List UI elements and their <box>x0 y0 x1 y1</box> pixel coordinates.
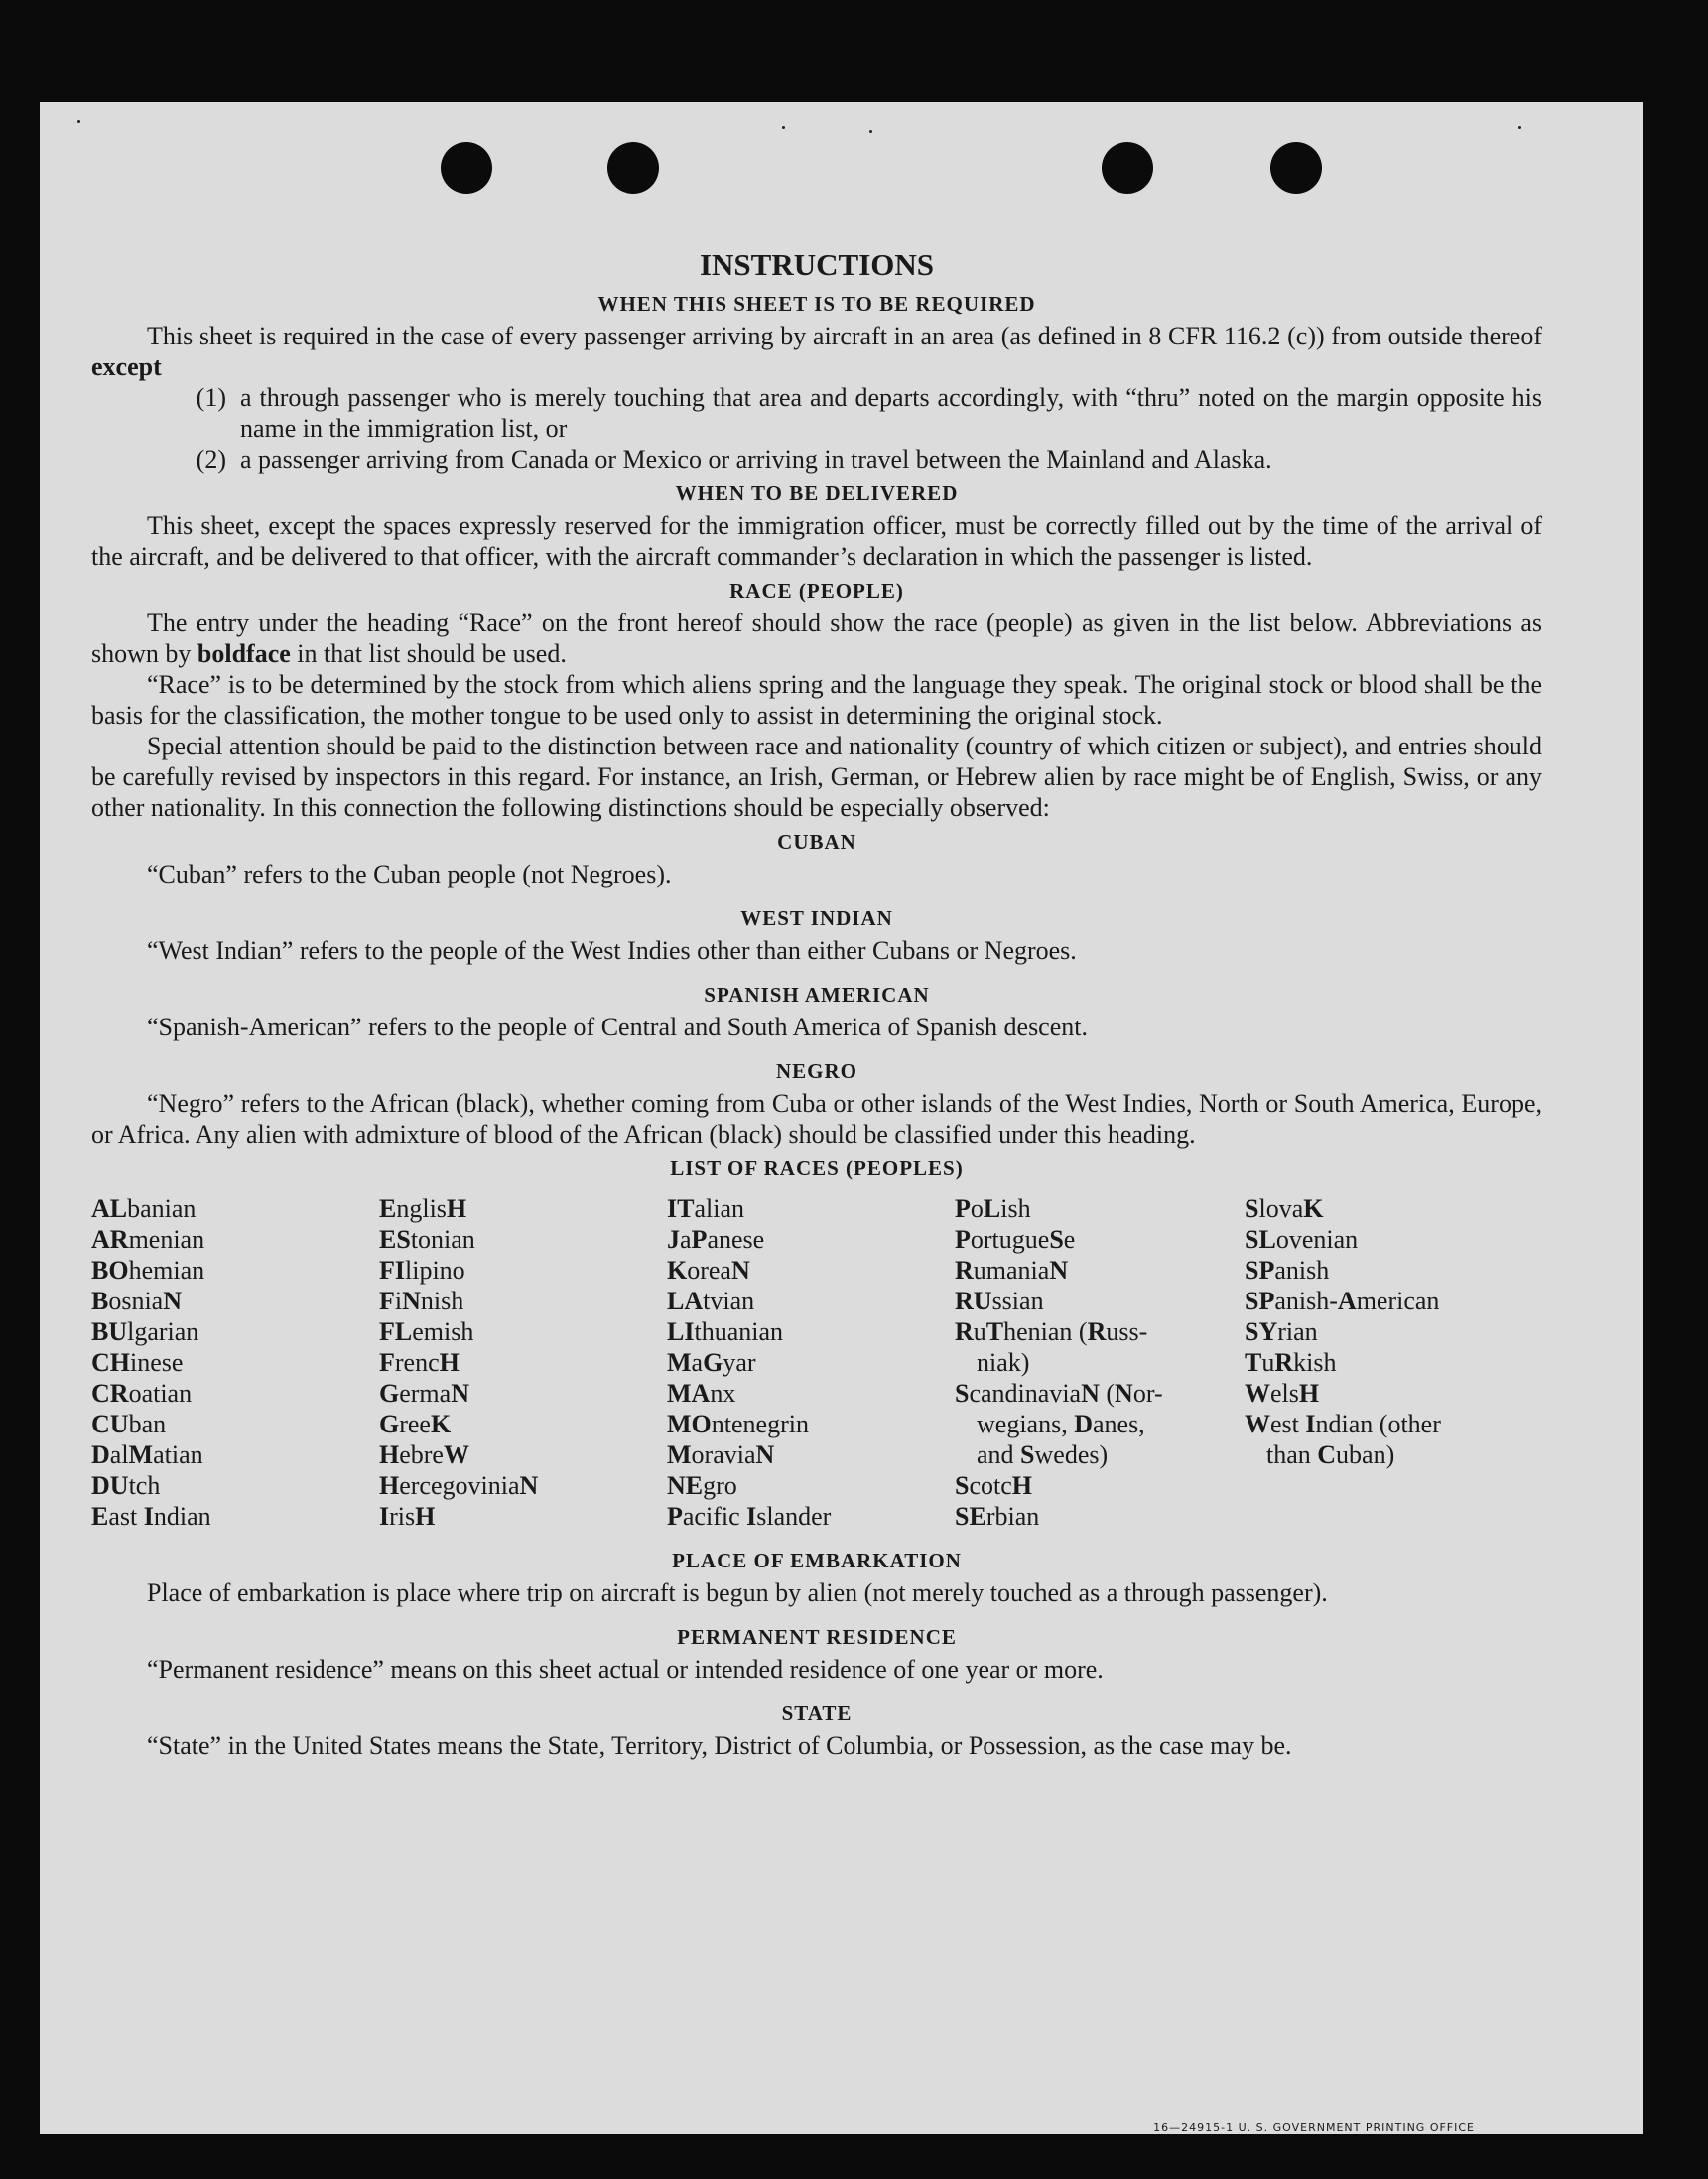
race-paragraph-1: The entry under the heading “Race” on the front hereof should show the race (people) as given in the list below. Abbreviations as shown by boldface in that list should be used. <box>91 609 1542 668</box>
race-entry: NEgro <box>667 1471 737 1500</box>
section-heading-delivered: WHEN TO BE DELIVERED <box>675 481 959 505</box>
race-entry: and Swedes) <box>977 1440 1109 1469</box>
cuban-text: “Cuban” refers to the Cuban people (not Negroes). <box>147 860 672 888</box>
section-heading-residence: PERMANENT RESIDENCE <box>677 1625 957 1649</box>
state-text: “State” in the United States means the State, Territory, District of Columbia, or Possession, as the case may be. <box>147 1731 1292 1760</box>
races-list <box>91 1193 1542 1532</box>
race-entry: HebreW <box>379 1440 469 1469</box>
race-paragraph-2: “Race” is to be determined by the stock from which aliens spring and the language they speak. The original stock or blood shall be the basis for the classification, the mother tongue to be used only to assist in determining the original stock. <box>91 670 1542 730</box>
printer-footer: 16—24915-1 U. S. GOVERNMENT PRINTING OFFICE <box>1153 2121 1475 2134</box>
race-entry: EnglisH <box>379 1194 467 1223</box>
race-entry: RuThenian (Russ- <box>955 1317 1148 1346</box>
speck <box>782 126 785 129</box>
race-entry: ARmenian <box>91 1225 205 1254</box>
section-heading-list-of-races: LIST OF RACES (PEOPLES) <box>670 1157 964 1180</box>
race-entry: SLovenian <box>1245 1225 1359 1254</box>
race-entry: DalMatian <box>91 1440 203 1469</box>
race-entry: wegians, Danes, <box>977 1410 1145 1438</box>
race-entry: CRoatian <box>91 1379 193 1408</box>
race-entry: MAnx <box>667 1379 736 1408</box>
race-entry: MoraviaN <box>667 1440 775 1469</box>
section-heading-west-indian: WEST INDIAN <box>740 906 893 930</box>
document-sheet <box>40 102 1643 2134</box>
race-entry: SYrian <box>1245 1317 1318 1346</box>
punch-hole <box>607 142 659 194</box>
race-paragraph-3: Special attention should be paid to the distinction between race and nationality (country of which citizen or subject), and entries should be carefully revised by inspectors in this regard. For instance, an Irish, German, or Hebrew alien by race might be of English, Swiss, or any other nationality. In this connection the following distinctions should be especially observed: <box>91 732 1542 822</box>
races-column <box>91 1193 379 1532</box>
residence-text: “Permanent residence” means on this sheet actual or intended residence of one year or more. <box>147 1655 1104 1684</box>
race-entry: DUtch <box>91 1471 161 1500</box>
race-entry: FIlipino <box>379 1256 465 1285</box>
race-entry: ScotcH <box>955 1471 1033 1500</box>
race-entry: IrisH <box>379 1502 436 1531</box>
race-entry: KoreaN <box>667 1256 750 1285</box>
race-entry: SPanish <box>1245 1256 1330 1285</box>
race-entry: CHinese <box>91 1348 184 1377</box>
race-entry: SErbian <box>955 1502 1040 1531</box>
race-entry: JaPanese <box>667 1225 765 1254</box>
races-column <box>379 1193 667 1532</box>
page-title: INSTRUCTIONS <box>699 247 934 282</box>
negro-text: “Negro” refers to the African (black), whether coming from Cuba or other islands of the West Indies, North or South America, Europe, or Africa. Any alien with admixture of blood of the African (black) should be classified under this heading. <box>91 1089 1542 1149</box>
section-heading-embarkation: PLACE OF EMBARKATION <box>672 1549 962 1572</box>
race-entry: MOntenegrin <box>667 1410 809 1438</box>
race-entry: GreeK <box>379 1410 452 1438</box>
race-entry: LAtvian <box>667 1287 755 1315</box>
race-entry: CUban <box>91 1410 167 1438</box>
race-entry: ALbanian <box>91 1194 197 1223</box>
race-entry: RumaniaN <box>955 1256 1069 1285</box>
list-item: (1) a through passenger who is merely touching that area and departs accordingly, with “thru” noted on the margin opposite his name in the immigration list, or <box>196 383 1542 443</box>
punch-hole <box>1270 142 1322 194</box>
race-entry: ITalian <box>667 1194 744 1223</box>
list-item: (2) a passenger arriving from Canada or Mexico or arriving in travel between the Mainland and Alaska. <box>196 445 1272 474</box>
race-entry: MaGyar <box>667 1348 756 1377</box>
instructions-content <box>91 247 1542 1761</box>
race-entry: BUlgarian <box>91 1317 199 1346</box>
races-column <box>1245 1193 1542 1532</box>
west-indian-text: “West Indian” refers to the people of the West Indies other than either Cubans or Negroes. <box>147 936 1077 965</box>
race-entry: ScandinaviaN (Nor- <box>955 1379 1163 1408</box>
race-entry: HercegoviniaN <box>379 1471 539 1500</box>
race-entry: GermaN <box>379 1379 469 1408</box>
race-entry: BosniaN <box>91 1287 183 1315</box>
section-heading-spanish-american: SPANISH AMERICAN <box>704 983 930 1007</box>
race-entry: SPanish-American <box>1245 1287 1440 1315</box>
section-heading-race: RACE (PEOPLE) <box>729 579 904 603</box>
section-heading-required: WHEN THIS SHEET IS TO BE REQUIRED <box>597 292 1036 316</box>
race-entry: Pacific Islander <box>667 1502 832 1531</box>
speck <box>77 120 80 123</box>
race-entry: WelsH <box>1245 1379 1320 1408</box>
race-entry: SlovaK <box>1245 1194 1324 1223</box>
required-intro: This sheet is required in the case of every passenger arriving by aircraft in an area (as defined in 8 CFR 116.2 (c)) from outside thereof except <box>91 322 1542 381</box>
race-entry: FrencH <box>379 1348 460 1377</box>
race-entry: TuRkish <box>1245 1348 1337 1377</box>
punch-hole <box>441 142 492 194</box>
race-entry: PortugueSe <box>955 1225 1076 1254</box>
section-heading-cuban: CUBAN <box>777 830 856 854</box>
race-entry: FLemish <box>379 1317 474 1346</box>
race-entry: East Indian <box>91 1502 211 1531</box>
races-column <box>955 1193 1245 1532</box>
embarkation-text: Place of embarkation is place where trip on aircraft is begun by alien (not merely touched as a through passenger). <box>147 1578 1328 1607</box>
race-entry: niak) <box>977 1348 1030 1377</box>
section-heading-state: STATE <box>781 1702 853 1725</box>
race-entry: FiNnish <box>379 1287 464 1315</box>
speck <box>1518 126 1521 129</box>
spanish-american-text: “Spanish-American” refers to the people of Central and South America of Spanish descent. <box>147 1013 1088 1041</box>
race-entry: RUssian <box>955 1287 1044 1315</box>
race-entry: PoLish <box>955 1194 1031 1223</box>
races-column <box>667 1193 955 1532</box>
race-entry: than Cuban) <box>1266 1440 1395 1469</box>
race-entry: West Indian (other <box>1245 1410 1441 1438</box>
section-heading-negro: NEGRO <box>775 1059 857 1083</box>
race-entry: LIthuanian <box>667 1317 783 1346</box>
delivered-text: This sheet, except the spaces expressly reserved for the immigration officer, must be correctly filled out by the time of the arrival of the aircraft, and be delivered to that officer, with the aircraft commander’s declaration in which the passenger is listed. <box>91 511 1542 571</box>
race-entry: EStonian <box>379 1225 475 1254</box>
punch-hole <box>1102 142 1153 194</box>
race-entry: BOhemian <box>91 1256 205 1285</box>
speck <box>869 130 872 133</box>
